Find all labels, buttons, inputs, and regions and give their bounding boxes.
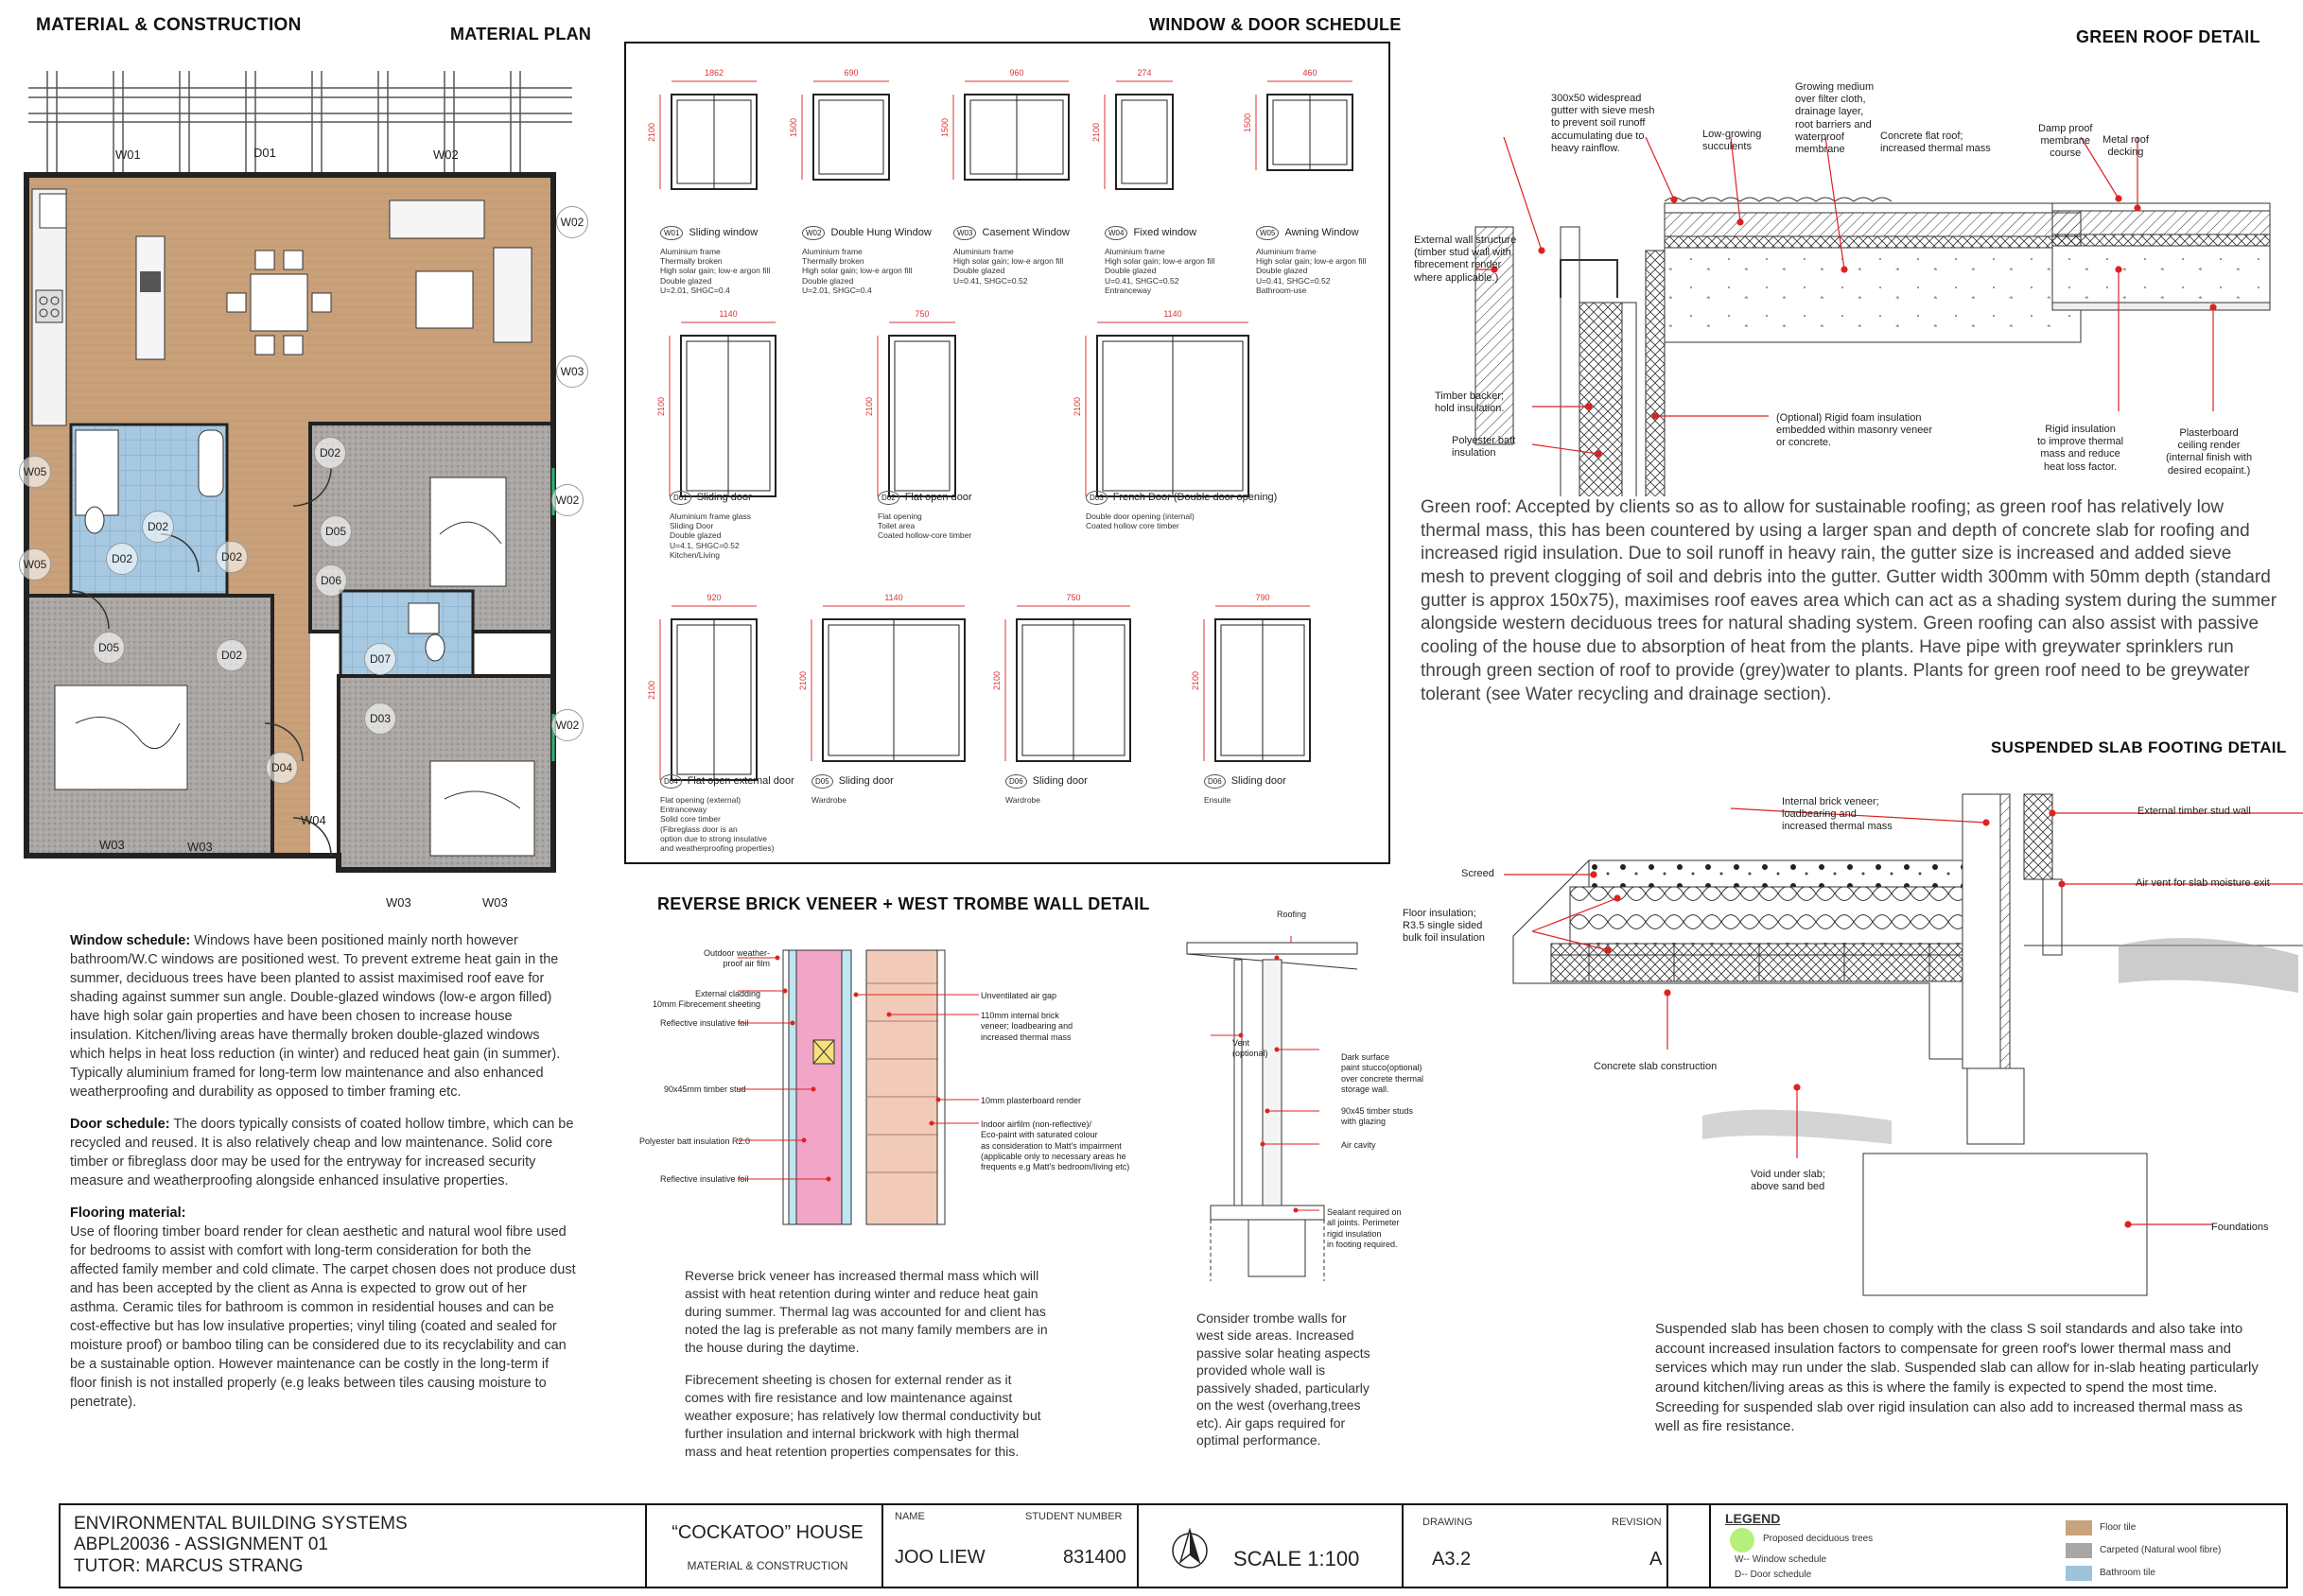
windows-1-height: 1500 [789,117,798,137]
green-roof-text: Green roof: Accepted by clients so as to allow for sustainable roofing; as green roof has relatively low thermal mass, this has been countered by using a larger span and depth of concrete slab for roofing and increased rigid insulation. Due to soil runoff in heavy rain, the gutter size is increased and added sieve mesh to prevent clogging of soil and debris into the gutter. Gutter width 300mm with 50mm depth (standard gutter is approx 150x75), maximises roof eaves area which can act as a shading system during the summer alongside western deciduous trees for natural shading system. Green roofing can also assist with passive cooling of the house due to absorption of heat from the plants. Have pipe with greywater sprinklers run through green section of roof to provide (grey)water to plants. Plants for green roof need to be greywater tolerant (see Water recycling and drainage section). [1421,497,2277,704]
brick-label-cladding: External cladding 10mm Fibrecement sheeting [653,989,761,1010]
gr-label-damp: Damp proof membrane course [2038,123,2093,160]
gr-label-succulents: Low-growing succulents [1702,129,1762,153]
windows-1-dim: 690 [844,68,859,78]
legend-bath-tile-swatch [2066,1566,2092,1581]
trombe-label-sealant: Sealant required on all joints. Perimeter rigid insulation in footing required. [1327,1207,1402,1249]
windows-4-code: W05 [1256,226,1279,240]
plan-tag-w02-right: W02 [556,206,588,238]
gr-label-rigid2: Rigid insulation to improve thermal mass and reduce heat loss factor. [2037,424,2124,473]
door-schedule-title: Door schedule: [70,1117,170,1132]
material-plan [19,61,586,922]
tb-scale-label: SCALE [1233,1547,1302,1570]
tb-sub: MATERIAL & CONSTRUCTION [687,1559,848,1572]
doors_row2-3-code: D06 [1204,774,1226,789]
slab-label-void: Void under slab; above sand bed [1751,1169,1825,1193]
plan-tag-d01: D01 [253,146,276,160]
windows-2-dim: 960 [1009,68,1024,78]
slab-label-foundations: Foundations [2211,1222,2269,1233]
north-arrow-icon [1169,1522,1216,1573]
heading-green-roof: GREEN ROOF DETAIL [2076,27,2260,46]
plan-tag-d07: D07 [364,643,396,675]
brick-label-weather: Outdoor weather- proof air film [704,948,771,969]
doors_row2-0-dim: 920 [707,593,722,602]
windows-3-code: W04 [1105,226,1127,240]
tb-name: JOO LIEW [895,1547,986,1568]
slab-label-screed: Screed [1461,868,1494,879]
heading-reverse-brick: REVERSE BRICK VENEER + WEST TROMBE WALL DETAIL [657,894,1150,913]
trombe-label-roofing: Roofing [1277,910,1307,919]
flooring-title: Flooring material: [70,1206,186,1221]
windows-4-name: Awning Window [1284,227,1359,238]
gr-label-plaster: Plasterboard ceiling render (internal finish with desired ecopaint.) [2166,427,2253,477]
plan-tag-w03-a: W03 [99,838,125,852]
tb-course2: ABPL20036 - ASSIGNMENT 01 [74,1535,328,1554]
windows-4-label [1256,226,1359,240]
tb-drawing: A3.2 [1432,1549,1472,1570]
windows-3-spec: Aluminium frame High solar gain; low-e argon fill Double glazed U=0.41, SHGC=0.52 Entranceway [1105,247,1215,295]
plan-tag-w03-right: W03 [556,356,588,388]
plan-tag-d02-d: D02 [314,437,346,469]
windows-3-label [1105,226,1196,240]
slab-text: Suspended slab has been chosen to comply with the class S soil standards and also take into account increased insulation factors to compensate for green roof's lower thermal mass and services which may run under the slab. Suspended slab can allow for in-slab heating particularly around kitchen/living areas as this is where the family is expected to spend the most time. Screeding for suspended slab over rigid insulation can also add to increased thermal mass as well as fire resistance. [1655,1321,2259,1435]
doors_row2-2-spec: Wardrobe [1005,795,1041,805]
plan-tag-d02-c: D02 [216,541,248,573]
legend-carpet: Carpeted (Natural wool fibre) [2100,1545,2222,1555]
windows-3-name: Fixed window [1133,227,1197,238]
brick-label-plaster: 10mm plasterboard render [981,1096,1082,1105]
doors_row1-1-code: D02 [878,491,899,505]
windows-0-dim: 1862 [704,68,724,78]
doors_row1-2-label [1086,491,1277,505]
doors_row2-0-code: D04 [660,774,682,789]
tb-revision: A [1649,1549,1663,1570]
plan-tag-w02-bed: W02 [551,484,584,516]
suspended-slab-drawing [1419,766,2303,1305]
doors_row1-2-spec: Double door opening (internal) Coated hollow core timber [1086,512,1195,531]
title-block [59,1503,2288,1588]
slab-label-brick: Internal brick veneer; loadbearing and increased thermal mass [1782,796,1893,833]
doors_row2-0-height: 2100 [647,680,656,700]
doors_row2-3-dim: 790 [1255,593,1270,602]
doors_row2-2-drawing [998,595,1168,774]
plan-tag-d02-b: D02 [106,543,138,575]
windows-2-spec: Aluminium frame High solar gain; low-e argon fill Double glazed U=0.41, SHGC=0.52 [953,247,1064,286]
windows-2-code: W03 [953,226,976,240]
doors_row2-3-label [1204,774,1286,789]
plan-tag-d03: D03 [364,703,396,735]
doors_row1-1-name: Flat open door [904,492,972,503]
window-schedule-title: Window schedule: [70,933,191,948]
heading-material-plan: MATERIAL PLAN [450,25,592,43]
doors_row2-3-name: Sliding door [1230,775,1286,787]
doors_row1-1-dim: 750 [915,309,930,319]
gr-label-metal: Metal roof decking [2102,134,2149,159]
windows-1-spec: Aluminium frame Thermally broken High solar gain; low-e argon fill Double glazed U=2.01, SHGC=0.4 [802,247,913,295]
plan-tag-d06: D06 [315,564,347,597]
windows-2-name: Casement Window [982,227,1070,238]
windows-2-height: 1500 [940,117,950,137]
windows-2-drawing [946,70,1107,193]
doors_row1-0-height: 2100 [656,396,666,416]
gr-label-gutter: 300x50 widespread gutter with sieve mesh to prevent soil runoff accumulating due to heavy rainflow. [1551,93,1655,154]
legend-floor-tile-swatch [2066,1520,2092,1535]
doors_row1-0-name: Sliding door [696,492,752,503]
trombe-label-studs: 90x45 timber studs with glazing [1341,1106,1414,1127]
doors_row1-2-code: D03 [1086,491,1108,505]
gr-label-rigid: (Optional) Rigid foam insulation embedded within masonry veneer or concrete. [1776,412,1933,449]
trombe-text: Consider trombe walls for west side areas. Increased passive solar heating aspects provided whole wall is passively shaded, particularly on the west (overhang,trees etc). Air gaps required for optimal performance. [1196,1310,1370,1449]
tb-scale [1233,1547,1359,1571]
doors_row1-2-height: 2100 [1073,396,1082,416]
doors_row1-0-dim: 1140 [719,309,738,319]
heading-material-construction: MATERIAL & CONSTRUCTION [36,15,302,35]
brick-label-foil1: Reflective insulative foil [660,1018,749,1028]
plan-tag-d04: D04 [266,752,298,784]
doors_row1-2-name: French Door (Double door opening) [1112,492,1278,503]
doors_row2-1-dim: 1140 [884,593,903,602]
brick-label-batt: Polyester batt insulation R2.0 [639,1136,751,1146]
doors_row2-0-spec: Flat opening (external) Entranceway Solid core timber (Fibreglass door is an option due to strong insulative and weatherproofing properties) [660,795,775,853]
brick-text-1: Reverse brick veneer has increased thermal mass which will assist with heat retention during winter and reduce heat gain during summer. Thermal lag was accounted for and client has noted the lag is preferable as not many family members are in the house during the daytime. [685,1268,1048,1355]
slab-label-concrete: Concrete slab construction [1594,1061,1718,1072]
brick-label-airfilm: Indoor airfilm (non-reflective)/ Eco-paint with saturated colour as consideration to Matt's impairment (applicable only to necessary areas he frequents e.g Matt's bedroom/living etc) [981,1119,1130,1171]
plan-tag-w02-top: W02 [433,147,459,162]
legend-door: D-- Door schedule [1735,1570,1812,1580]
legend-floor-tile: Floor tile [2100,1522,2137,1533]
plan-tag-w05-a: W05 [19,456,51,488]
door-schedule-body: The doors typically consists of coated hollow timbre, which can be recycled and reused. It is also relatively cheap and low maintenance. Solid core timber or fibreglass door may be used for the entryway for increased security measure and weatherproofing alongside enhanced insulative properties. [70,1117,574,1188]
windows-0-height: 2100 [647,122,656,142]
slab-label-floor-ins: Floor insulation; R3.5 single sided bulk foil insulation [1403,908,1485,945]
doors_row2-2-height: 2100 [992,670,1002,690]
legend-carpet-swatch [2066,1543,2092,1558]
doors_row1-2-drawing [1078,311,1286,510]
plan-tag-w01: W01 [115,147,141,162]
windows-4-drawing [1248,70,1390,183]
doors_row2-3-drawing [1196,595,1348,774]
brick-label-stud: 90x45mm timber stud [664,1084,746,1094]
windows-3-height: 2100 [1091,122,1101,142]
windows-1-label [802,226,932,240]
doors_row2-1-code: D05 [811,774,833,789]
windows-0-spec: Aluminium frame Thermally broken High solar gain; low-e argon fill Double glazed U=2.01, SHGC=0.4 [660,247,771,295]
gr-label-batt: Polyester batt insulation [1452,435,1516,460]
doors_row2-2-label [1005,774,1088,789]
doors_row2-0-drawing [653,595,794,793]
gr-label-ext-wall: External wall structure (timber stud wall with fibrecement render where applicable.) [1414,234,1517,284]
legend-window: W-- Window schedule [1735,1554,1827,1565]
doors_row1-1-label [878,491,972,505]
doors_row1-1-spec: Flat opening Toilet area Coated hollow-core timber [878,512,972,541]
windows-1-name: Double Hung Window [830,227,932,238]
windows-0-name: Sliding window [689,227,759,238]
windows-4-dim: 460 [1302,68,1317,78]
gr-label-growing: Growing medium over filter cloth, drainage layer, root barriers and waterproof membrane [1795,81,1875,155]
windows-0-label [660,226,758,240]
heading-suspended-slab: SUSPENDED SLAB FOOTING DETAIL [1991,738,2287,756]
legend-tree: Proposed deciduous trees [1763,1534,1874,1544]
window-schedule-body: Windows have been positioned mainly north however bathroom/W.C windows are positioned west. To prevent extreme heat gain in the summer, deciduous trees have been planted to assist maximised roof eave for shading against summer sun angle. Double-glazed windows (low-e argon filled) have high solar gain properties and have been chosen to increase house insulation. Kitchen/living areas have thermally broken double-glazed windows which helps in heat loss reduction (in winter) and reduced heat gain (in summer). Typically aluminium framed for long-term low maintenance and also enhanced weatherproofing and durability as opposed to timber framing etc. [70,933,561,1100]
trombe-label-dark: Dark surface paint stucco(optional) over concrete thermal storage wall. [1341,1052,1424,1094]
schedule-content [624,42,1390,864]
doors_row2-1-height: 2100 [798,670,808,690]
brick-text-2: Fibrecement sheeting is chosen for external render as it comes with fire resistance and low maintenance against weather exposure; has relatively low thermal conductivity but further insulation and internal brickwork with high thermal mass and heat retention properties compensates for this. [685,1372,1041,1460]
slab-label-timber: External timber stud wall [2137,806,2251,817]
legend-tree-icon [1730,1528,1754,1553]
windows-2-label [953,226,1070,240]
doors_row2-1-label [811,774,894,789]
doors_row2-2-code: D06 [1005,774,1027,789]
doors_row2-1-spec: Wardrobe [811,795,847,805]
tb-student-label: STUDENT NUMBER [1025,1511,1123,1522]
plan-tag-d02-a: D02 [142,511,174,543]
brick-text [685,1267,1054,1461]
brick-label-gap: Unventilated air gap [981,991,1057,1000]
plan-tag-w03-b: W03 [187,840,213,854]
tb-legend: LEGEND [1725,1511,1781,1526]
brick-leaders [738,945,984,1191]
tb-scale-value: 1:100 [1307,1547,1360,1570]
doors_row2-2-name: Sliding door [1032,775,1088,787]
windows-1-drawing [794,70,927,193]
gr-label-concrete: Concrete flat roof; increased thermal mass [1880,130,1991,155]
brick-label-foil2: Reflective insulative foil [660,1174,749,1184]
plan-tag-d02-e: D02 [216,639,248,671]
windows-1-code: W02 [802,226,825,240]
plan-tag-w02-bed2: W02 [551,709,584,741]
windows-0-drawing [653,70,794,202]
doors_row1-0-drawing [662,311,813,510]
brick-label-brick: 110mm internal brick veneer; loadbearing and increased thermal mass [981,1011,1073,1042]
tb-tutor: TUTOR: MARCUS STRANG [74,1556,304,1576]
windows-3-dim: 274 [1137,68,1152,78]
doors_row1-1-height: 2100 [864,396,874,416]
doors_row1-0-spec: Aluminium frame glass Sliding Door Double glazed U=4.1, SHGC=0.52 Kitchen/Living [670,512,751,560]
tb-name-label: NAME [895,1511,925,1522]
plan-tag-w03-c: W03 [386,895,411,910]
doors_row1-2-dim: 1140 [1163,309,1182,319]
plan-tag-w04: W04 [301,813,326,827]
tb-revision-label: REVISION [1612,1517,1662,1528]
plan-tag-w05-b: W05 [19,548,51,581]
trombe-label-cavity: Air cavity [1341,1140,1376,1150]
tb-course1: ENVIRONMENTAL BUILDING SYSTEMS [74,1514,408,1534]
windows-4-height: 1500 [1243,113,1252,132]
tb-house: “COCKATOO” HOUSE [672,1522,864,1543]
gr-label-backer: Timber backer; hold insulation. [1435,390,1505,415]
flooring-body: Use of flooring timber board render for clean aesthetic and natural wool fibre used for bedrooms to assist with comfort with long-term consideration for both the affected family member and cold climate. The carpet chosen does not produce dust and has been accepted by the client as Anna is expected to grow out of her asthma. Ceramic tiles for bathroom is common in residential houses and can be cost-effective but has low insulative properties; vinyl tiling (coated and sealed for moisture proof) or bamboo tiling can be considered due to its recyclability and can be a sustainable option. However maintenance can be costly in the long-term if floor finish is not installed properly (e.g leaks between tiles causing moisture to penetrate). [70,1224,576,1410]
plan-tag-w03-d: W03 [482,895,508,910]
doors_row1-0-label [670,491,752,505]
doors_row2-1-name: Sliding door [838,775,894,787]
doors_row2-0-name: Flat open external door [687,775,794,787]
windows-0-code: W01 [660,226,683,240]
doors_row2-3-height: 2100 [1191,670,1200,690]
trombe-label-vent: Vent (optional) [1232,1038,1268,1059]
windows-3-drawing [1097,70,1211,202]
tb-student: 831400 [1063,1547,1126,1568]
windows-4-spec: Aluminium frame High solar gain; low-e argon fill Double glazed U=0.41, SHGC=0.52 Bathroom-use [1256,247,1367,295]
doors_row2-1-drawing [804,595,1003,774]
left-description [70,931,576,1412]
plan-tag-d05-b: D05 [320,515,352,547]
doors_row2-3-spec: Ensuite [1204,795,1231,805]
doors_row1-0-code: D01 [670,491,691,505]
plan-tag-d05-a: D05 [93,632,125,664]
slab-label-vent: Air vent for slab moisture exit [2136,877,2270,889]
heading-window-door-schedule: WINDOW & DOOR SCHEDULE [1149,15,1402,34]
doors_row2-0-label [660,774,794,789]
doors_row2-2-dim: 750 [1066,593,1081,602]
doors_row1-1-drawing [870,311,993,510]
tb-drawing-label: DRAWING [1422,1517,1473,1528]
legend-bath-tile: Bathroom tile [2100,1568,2155,1578]
